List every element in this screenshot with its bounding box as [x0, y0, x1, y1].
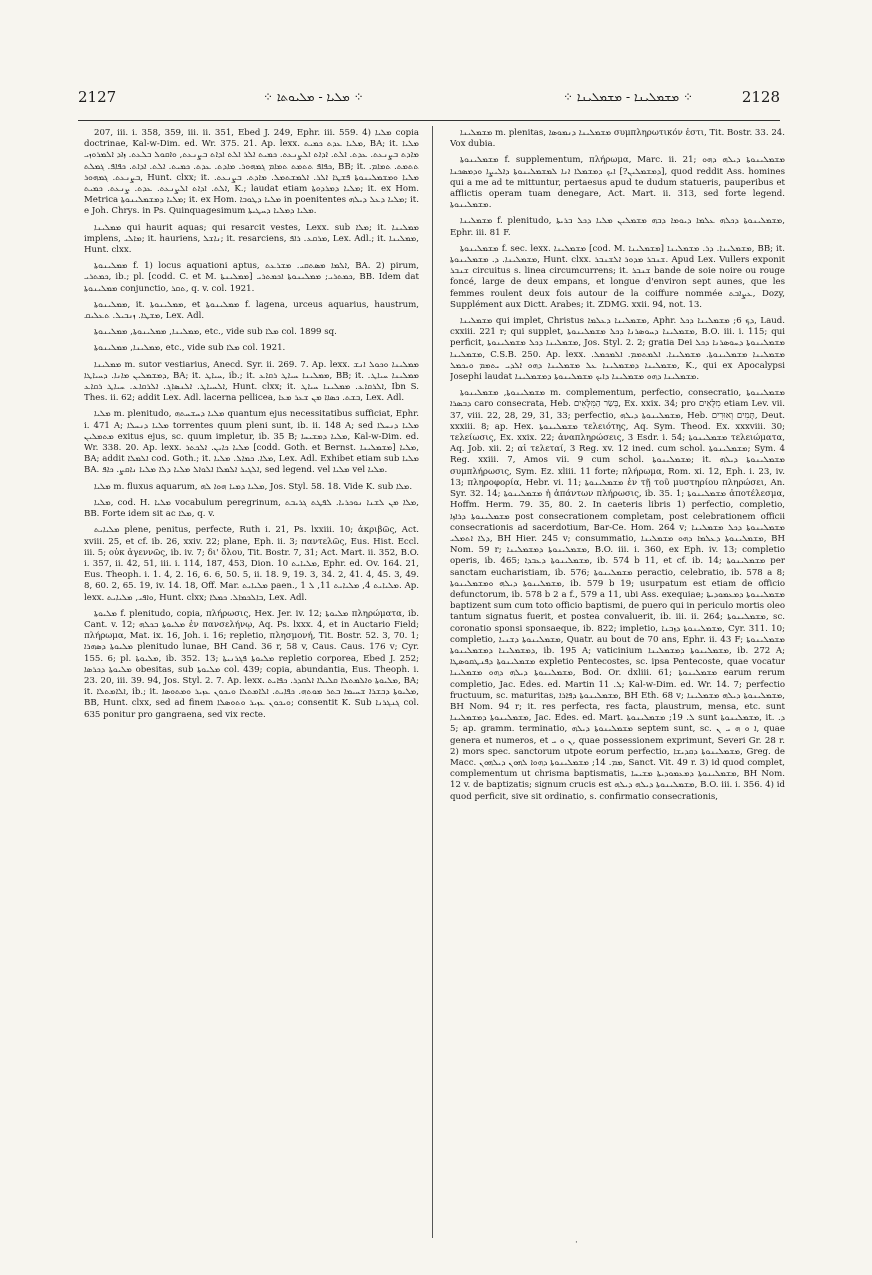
entry-paragraph: ܡܫܡܠܝܢܘܬܐ f. supplementum, πλήρωμα, Marc. ii. 21; ܡܫܡܠܝܢܘܬܐ ܕܝܠܗ ܕܗܘ [ܕܡܫܡܠܝܢ?] ܐܝܟ ܕܡܫܡܠܐ ܐܢܐ ܠܡܫܡܠܝܢܘܬܐ ܕܐܠܝܨܐ ܘܕܡܣܟܢܐ, quod reddit Ass. homines qui a me ad te mittuntur, pertaesus apud te dudum statueris, pauperibus et afflictis operam tuam denegare, Act. Mart. ii. 313, sed forte legend. ܡܫܡܠܝܢܘܬܐ.	[450, 155, 785, 211]
footer-mark: ·	[575, 1238, 578, 1248]
entry-paragraph: ܡܫܡܠܝܢܐ m. plenitas, ܡܫܡܠܝܢܐ ܕܢܡܘܣܐ συμπληρωτικόν ἐστι, Tit. Bostr. 33. 24. Vox dubia.	[450, 128, 785, 150]
right-page-number: 2128	[741, 88, 780, 106]
entry-paragraph: ܡܫܡܠܝܢܐ f. plenitudo, ܡܫܡܠܝܢܘܬܐ ܕܟܠܗ ܥܠܡܐ ܕܝܘܡܐ ܕܒܗ ܡܫܡܠܝܢ ܡܠܝܐ ܕܟܠ ܒܪܝܬܐ, Ephr. iii. 81 F.	[450, 216, 785, 238]
left-page-number: 2127	[78, 88, 117, 106]
right-running-title: ⁘ ܡܫܡܠܝܢܐ - ܡܫܡܠܝܢܐ ⁘	[563, 90, 694, 104]
entry-paragraph: ܡܡܠܝܢܐ, ܡܡܠܝܢܘܬܐ, etc., vide sub ܡܠܐ col. 1921.	[94, 343, 286, 354]
entry-paragraph: ܡܠܝܐܝܬ plene, penitus, perfecte, Ruth i. 21, Ps. lxxiii. 10; ἀκριβῶς, Act. xviii. 25, et cf. ib. 26, xxiv. 22; plane, Eph. ii. 3; παντελῶς, Eus. Hist. Eccl. iii. 5; οὐκ ἀγεννῶς, ib. iv. 7; δι' ὅλου, Tit. Bostr. 7, 31; Act. Mart. ii. 352, B.O. i. 357, ii. 42, 51, iii. i. 114, 187, 453, Dion. ܡܠܝܐܝܬ 10, Ephr. ed. Ov. 164. 21, Eus. Theoph. i. 1. 4, 2. 16, 6. 6, 50. 5, ii. 18. 9, 19. 3, 34. 2, 41. 4, 45. 3, 49. 8, 60. 2, 65. 19, iv. 14. 18, Off. Mar. ܡܠܝܐܝܬ paen., ܡܠܝܐܝܬ 4, ܡܠܝܐܝܬ 11, ܠ 1. Ap. lexx. ܘܐܦܝ, ܡܠܝܐܝܬ, Hunt. clxx; ܒܐܠܟܡܐܠ. ܟܡܠܐ, Lex. Adl.	[84, 525, 419, 603]
entry-paragraph: ܡܠܝܘܬܐ f. plenitudo, copia, πλήρωσις, Hex. Jer. iv. 12; ܡܠܝܘܬܐ πληρώματα, ib. Cant. v. 12; ܡܠܝܘܬܐ ܒܟܠܗ ἐν πανσελήνῳ, Aq. Ps. lxxx. 4, et in Auctario Field; πλήρωμα, Mat. ix. 16, Joh. i. 16; repletio, πλησμονή, Tit. Bostr. 52. 3, 70. 1; ܡܠܝܘܬܐ ܕܣܗܪܐ plenitudo lunae, BH Cand. 36 r, 58 v, Caus. Caus. 176 v; Cyr. 155. 6; pl. ܡܠܝܘܬܐ, ib. 352. 13; ܡܠܝܘܬܐ ܦܓܪܢܝܬܐ repletio corporea, Ebed J. 252; ܡܠܝܘܬܐ ܕܟܪܣܐ obesitas, sub ܡܠܝܘܬܐ col. 439; copia, abundantia, Eus. Theoph. i. 23. 20, iii. 39. 94, Jos. Styl. 2. 7. Ap. lexx. ܡܠܝܘܬܐ ܘܐܠܡܬܠܐ ܩܠܝܠܐ ܐܠܩܕܪ. ܟܦܐܝܬ, BA; it. ܐܠܐܡܬܠܐ, ib.; it. ܡܠܝܘܬܐ ܕܒܫܪܐ ܫܚܝܡܐ ܒܬܪ ܡܘܬܗ. ܟܦܐܝܬ. ܐܠܐܡܬܠܐ ܘܝܟܘܢ ܥܙܝܪ ܘܡܬܘܣܐ, BB, Hunt. clxx, sed ad finem ܘܝܟܘܢ ܥܙܝܪ ܘܬܘܣܠܐ; consentit K. Sub ܓܢܓܪܢܐ col. 635 ponitur pro gangraena, sed vix recte.	[84, 608, 419, 720]
header-rule	[78, 120, 780, 121]
entry-paragraph: ܡܠܝܐ m. fluxus aquarum, ܡܠܝܐ ܕܡܝܐ ܗܘܐ ܠܗ, Jos. Styl. 58. 18. Vide K. sub ܡܠܐ.	[94, 481, 413, 492]
entry-paragraph: ܡܡܠܝܢܐ m. sutor vestiarius, Anecd. Syr. ii. 269. 7. Ap. lexx. ܡܡܠܝܢܐ ܘܟܘܠ ܐܢܫ ܕܡܫܡܠܝܢ ܡܐܢܐ. ܕܚܝܐܛܐ, BA; it. ܚܝܐܛ, ib.; it. ܡܡܠܝܢܐ ܚܝܐܛ ܪܩܐܥ, BB; it. ܡܡܠܝܢܐ ܚܝܐܛ. ܐܠܚܝܐܛ. ܐܠܢܣܐܓ. ܐܠܪܩܐܥ. ܚܝܐܛ ܪܩܐܥ, Hunt. clxx; it. ܐܠܪܩܐܥ. ܡܡܠܝܢܐ ܚܝܐܛ, Ibn S. Thes. ii. 62; addit Lex. Adl. lacerna pellicea, ܒܫܬ. ܟܣܐܐ ܡܢ ܫܥܪ ܡܥܐ, Lex. Adl.	[84, 359, 419, 404]
entry-paragraph: ܡܡܠܝܢܘܬܐ f. 1) locus aquationi aptus, ܐܠܡܐ ܡܣܬܩܝ. ܡܫܪܥܬ, BA. 2) pirum, ܟܡܬܪܝ, ib.; pl. [codd. C. et M. ܡܡܠܝܢܬܐ] ܟܡܬܪܝ; ܡܡܠܝܢܘܬܐ ܐܟܡܬܪܝ, BB. Idem dat ܡܡܠܝܢܘܬܐ conjunctio, ܬܩܪ, q. v. col. 1921.	[84, 261, 419, 294]
page-header	[78, 88, 780, 112]
left-column	[84, 128, 419, 1240]
entry-paragraph: ܡܠܝܐ m. plenitudo, ܡܠܝܐ ܕܚܫܚܬܗ quantum ejus necessitatibus sufficiat, Ephr. i. 471 A; ܡܠܝܐ ܕܢܚܠܐ torrentes quum pleni sunt, ib. ii. 148 A; sed ܡܠܝܐ ܕܢܚܠܐ ܡܬܡܠܝܢ exitus ejus, sc. quum impletur, ib. 35 B; ܡܠܝܐ ܕܡܫܝܚܐ, Kal-w-Dim. ed. Wr. 338. 20. Ap. lexx. ܡܠܝܐ ܟܐܝܢ. ܐܠܟܬܪ [codd. Goth. et Bernst. ܡܫܡܠܝܢܐ] ܡܠܝܐ, BA; addit ܐܠܡܠܐ cod. Goth.; it. ܡܠܐ. ܟܡܐܠ. ܡܠܝܐ, Lex. Adl. Exhibet etiam sub ܡܠܝܐ BA. ܐܠܓܝܪ ܐܠܡܠܐ ܐܠܘܐܠ ܡܠܝܐ ܕܠܐ ܡܠܝܐ ܢܐܩܨ. ܟܐܦ, sed legend. vel ܡܠܝܐ vel ܡܠܝܐ.	[84, 409, 419, 476]
column-divider	[432, 126, 433, 1238]
entry-paragraph: ܡܡܠܝܢܐ, ܡܡܠܝܢܘܬܐ, ܡܡܠܝܢܘܬܐ, etc., vide sub ܡܠܐ col. 1899 sq.	[94, 327, 337, 338]
entry-paragraph: ܡܡܠܝܢܘܬܐ, it. ܡܡܠܝܢܘܬܐ, et ܡܡܠܝܢܘܬܐ f. lagena, urceus aquarius, haustrum, ܡܫܛܐ. ܙܢܒܝܠ. ܬܥܠܝܩ, Lex. Adl.	[84, 299, 419, 322]
right-column	[450, 128, 785, 1240]
entry-paragraph: 207, iii. i. 358, 359, iii. ii. 351, Ebed J. 249, Ephr. iii. 559. 4) ܡܠܝܐ copia doctrinae, Kal-w-Dim. ed. Wr. 375. 21. Ap. lexx. ܡܠܝܐ ܥܕܬ ܟܡܝܬ, BA; it. ܡܠܝܐ ܡܐܕܬ ܒܨܢܥܬ. ܥܕܬ. ܐܠܬ. ܐܕܐܬ ܐܠܨܢܥܬ. ܟܡܝܬ ܐܠܪ ܐܠܬ ܐܕܐܬ ܒܨܢܥܬ, ܘܐܩܘܠ ܒܠܥܬ. ܙܐܕ ܐܠܡܪܘܙܝ ܟܦܐܦ ܬܬܡܬ ܬܡܐܡ ܓܡܗܘܪ. ܡܐܕܬ. ܥܕܬ. ܟܡܝܬ. ܐܠܬ. ܐܕܐܬ. ܟܦܐܦ. ܓܡܠܬ, BB; it. ܬܬܡܬ. ܬܡܐܡ. ܒܨܢܥܬ. ܓܡܗܘܪ, Hunt. clxx; it. ܡܠܝܐ ܘܡܫܡܠܝܢܘܬܐ ܦܫܛܐ ܐܠܪ. ܐܠܡܫܬܡܠ. ܡܐܕܬ. ܒܨܢܥܬ. ܐܠܬ. ܐܕܐܬ ܐܠܨܢܥܬ. ܥܕܬ. ܨܢܥܬ. ܟܡܝܬ, K.; laudat etiam ܡܠܝܐ ܕܡܪܕܘܬܐ; it. ex Hom. Metrica ܡܠܝܐ ܕܡܫܡܠܝܢܘܬܐ; it. ex Hom. ܡܠܝܐ ܕܛܘܒܐ in poenitentes ܡܠܝܐ ܕܥܠ ܕܝܠܗ; it. e Joh. Chrys. in Ps. Quinquagesimum ܡܠܝܐ ܕܡܠܝܐ ܕܚܛܝܬܐ.	[84, 128, 419, 217]
entry-paragraph: ܡܫܡܠܝܢܘܬܐ, ܡܫܡܠܝܢܘܬܐ m. complementum, perfectio, consecratio, ܡܫܡܠܝܢܘܬܐ ܕܒܣܪܐ caro consecrata, Heb. בְּשַׂר הַמִּלֻּאִים, Ex. xxix. 34; pro מִלֻּאִים etiam Lev. vii. 37, viii. 22, 28, 29, 31, 33; perfectio, ܡܫܡܠܝܢܘܬܐ ܕܝܠܗ, Heb. תָּמִים וְאוּרִים, Deut. xxxiii. 8; ap. Hex. ܡܫܡܠܝܢܘܬܐ τελειότης, Aq. Sym. Theod. Ex. xxxviii. 30; τελείωσις, Ex. xxix. 22; ἀναπληρώσεις, 3 Esdr. i. 54; ܡܫܡܠܝܢܘܬܐ τελειώματα, Aq. Job. xii. 2; αἱ τελεταί, 3 Reg. xv. 12 ined. cum schol. ܡܫܡܠܝܢܘܬܐ; Sym. 4 Reg. xxiii. 7, Amos vii. 9 cum schol. ܡܫܡܠܝܢܘܬܐ; it. ܡܫܡܠܝܢܘܬܐ ܕܝܠܗ συμπλήρωσις, Sym. Ez. xliii. 11 forte; πλήρωμα, Rom. xi. 12, Eph. i. 23, iv. 13; πληροφορία, Hebr. vi. 11; ܡܫܡܠܝܢܘܬܐ ἐν τῇ τοῦ μυστηρίου πληρώσει, An. Syr. 32. 14; ܡܫܡܠܝܢܘܬܐ ἡ ἀπάντων πλήρωσις, ib. 35. 1; ܡܫܡܠܝܢܘܬܐ ἀποτέλεσμα, Hoffm. Herm. 79. 35, 80. 2. In caeteris libris 1) perfectio, completio, ܡܫܡܠܝܢܘܬܐ ܕܪܐܙܐ post consecrationem completam, post celebrationem officii consecrationis ad sacerdotium, Bar-Ce. Hom. 264 v; ܡܫܡܠܝܢܘܬܐ ܕܟܠ ܡܫܡܠܝܢܐ ܕܠܐ ܐܬܡܠܝ, BH Hier. 245 v; consummatio, ܡܫܡܠܝܢܘܬܐ ܕܥܠܡܐ ܕܗܘ ܡܫܡܠܝܢܐ, BH Nom. 59 r; ܡܫܡܠܝܢܘܬܐ ܕܡܫܡܠܝܢܐ, B.O. iii. i. 360, ex Eph. iv. 13; completio operis, ib. 465; ܡܫܡܠܝܢܘܬܐ ܕܥܒܕܐ, ib. 574 b 11, et cf. ib. 14; ܡܫܡܠܝܢܘܬܐ per sanctam eucharistiam, ib. 576; ܡܫܡܠܝܢܘܬܐ peractio, celebratio, ib. 578 a 8; ܡܫܡܠܝܢܘܬܐ ܕܝܠܗ ܘܡܫܡܠܝܢܘܬܐ, ib. 579 b 19; usurpatum est etiam de officio defunctorum, ib. 578 b 2 a f., 579 a 11, ubi Ass. exequiae; ܡܫܡܠܝܢܘܬܐ ܕܡܥܡܘܕܝܬܐ baptizent sum cum toto officio baptismi, de puero qui in periculo mortis oleo tantum signatus fuerit, et postea convaluerit, ib. iii. ii. 264; ܡܫܡܠܝܢܘܬܐ, sc. coronatio sponsi sponsaeque, ib. 822; impletio, ܡܫܡܠܝܢܘܬܐ ܕܙܒܢܐ, Cyr. 311. 10; completio, ܡܫܡܠܝܢܘܬܐ ܕܫܢܝܐ, Quatr. au bout de 70 ans, Ephr. ii. 43 F; ܡܫܡܠܝܢܘܬܐ ܕܡܫܡܠܝܢܐ ܕܡܫܡܠܝܢܘܬܐ, ib. 195 A; vaticinium ܡܫܡܠܝܢܘܬܐ ܕܡܫܡܠܝܢܐ, ib. 272 A; ܡܫܡܠܝܢܘܬܐ ܕܦܢܛܩܘܣܛܐ expletio Pentecostes, sc. ipsa Pentecoste, quae vocatur ܡܫܡܠܝܢܘܬܐ ܕܝܠܗ ܕܗܘ ܡܫܡܠܝܢܐ, Bod. Or. dxliii. 61; ܡܫܡܠܝܢܘܬܐ earum rerum completio, Jac. Edes. ed. Martin ܠ. 11; Kal-w-Dim. ed. Wr. 14. 7; perfectio fructuum, sc. maturitas, ܡܫܡܠܝܢܘܬܐ ܕܦܐܪܐ, BH Eth. 68 v; ܡܫܡܠܝܢܘܬܐ ܕܝܠܗ ܡܫܡܠܝܢܐ, BH Nom. 94 r; it. res perfecta, res facta, plaustrum, mensa, etc. sunt ܡܫܡܠܝܢܘܬܐ ܕܡܫܡܠܝܢܐ, Jac. Edes. ed. Mart. ܠ. 19; ܡܫܡܠܝܢܘܬܐ sunt ܡܫܡܠܝܢܘܬܐ, it. ܕ. 5; ap. gramm. terminatio, ܡܫܡܠܝܢܘܬܐ ܕܝܠܗ septem sunt, sc. ܐ ܘ ܗ ܝ ܢ, quae genera et numeros, et ܢ ܘ ܝ, quae possessionem exprimunt, Severi Gr. 28 r. 2) mors spec. sanctorum utpote eorum perfectio, ܡܫܡܠܝܢܘܬܐ ܕܩܕܝܫܐ, Greg. de Macc. ܡܡ. 14; ܡܫܡܠܝܢܘܬܐ ܕܗܘܐ ܠܗܘܢ ܕܝܠܗܘܢ, Sanct. Vit. 49 r. 3) id quod complet, complementum ut chrisma baptismatis, ܡܫܡܠܝܢܘܬܐ ܕܡܥܡܘܕܝܬܐ ܡܫܝܚܐ, BH Nom. 12 v. de baptizatis; signum crucis est ܡܫܡܠܝܢܘܬܐ ܕܝܠܗ ܕܝܠܗ, B.O. iii. i. 356. 4) id quod perficit, sive sit ordinatio, s. confirmatio consecrationis,	[450, 388, 785, 802]
entry-paragraph: ܡܡܠܝܢܐ qui haurit aquas; qui resarcit vestes, Lexx. sub ܡܠܐ; it. ܡܡܠܝܢܐ implens, ܡܐܠܝ; it. hauriens, ܢܐܫܠ; it. resarciens, ܡܪܩܥ. ܪܐܦ, Lex. Adl.; it. ܡܡܠܝܢܐ, Hunt. clxx.	[84, 222, 419, 256]
left-running-title: ⁘ ܡܠܝܐ - ܡܠܝܘܬܐ ⁘	[263, 90, 364, 104]
entry-paragraph: ܡܫܡܠܝܢܘܬܐ f. sec. lexx. ܡܫܡܠܝܢܐ [cod. M. ܡܫܡܠܝܢܐ] ܡܫܡܠܝܢܐ. ܕܪ. ܡܫܡܠܝܢܐ, BB; it. ܡܫܡܠܝܢܐ. ܕ. ܡܫܡܠܝܢܘܬܐ, Hunt. clxx. ܫܢܒܪ ܡܕܘܪ ܐܠܫܢܒܪ. Apud Lex. Vullers exponit ܫܢܒܪ circuitus s. linea circumcurrens; it. ܫܢܒܪ bande de soie noire ou rouge foncé, large de deux empans, et longue d'environ sept aunes, que les femmes roulent deux fois autour de la coiffure nommée ܥܨܐܒܬ, Dozy, Supplément aux Dictt. Arabes; it. ZDMG. xxii. 94, not. 13.	[450, 243, 785, 310]
entry-paragraph: ܡܠܝܐ, cod. H. ܡܠܝܐ vocabulum peregrinum, ܡܠܐ ܡܢ ܠܫܢܐ ܢܘܟܪܝܐ. ܠܦܛܬ ܓܪܝܒܬ, BB. Forte idem sit ac ܡܠܐ, q. v.	[84, 497, 419, 520]
entry-paragraph: ܡܫܡܠܝܢܐ qui implet, Christus ܡܫܡܠܝܢܐ ܕܥܠܡܐ, Aphr. ܕܟ 6; ܡܫܡܠܝܢܐ ܕܟܠ, Laud. cxxiii. 221 r; qui supplet, ܡܫܡܠܝܢܐ ܕܚܘܣܪܢܐ ܕܟܠ ܡܫܡܠܝܢܘܬܐ, B.O. iii. i. 115; qui perficit, ܡܫܡܠܝܢܐ ܕܟܠ ܡܫܡܠܝܢܘܬܐ, Jos. Styl. 2. 2; gratia Dei ܡܫܡܠܝܢܘܬܐ ܕܚܘܣܪܢܐ ܕܟܠ ܡܫܡܠܝܢܐ, C.S.B. 250. Ap. lexx. ܡܫܡܠܝܢܐ ܡܫܡܠܝܢܘܬܐ. ܡܫܡܠܝܢܐ. ܐܠܡܬܡܡ. ܐܠܡܟܡܠ. ܡܫܡܠܝܢܐ ܕܡܫܡܠܝܢܐ ܥܠ ܡܫܡܠܝܢܐ ܕܗܘ ܐܠܕܝ ܝܬܡܡ ܘܝܟܡܠ, K., qui ex Apocalypsi Josephi laudat ܡܫܡܠܝܢܐ ܕܗܘ ܡܫܡܠܝܢܐ ܕܐܝܟ ܡܫܡܠܝܢܘܬܐ ܕܡܫܡܠܝܢܐ.	[450, 316, 785, 383]
